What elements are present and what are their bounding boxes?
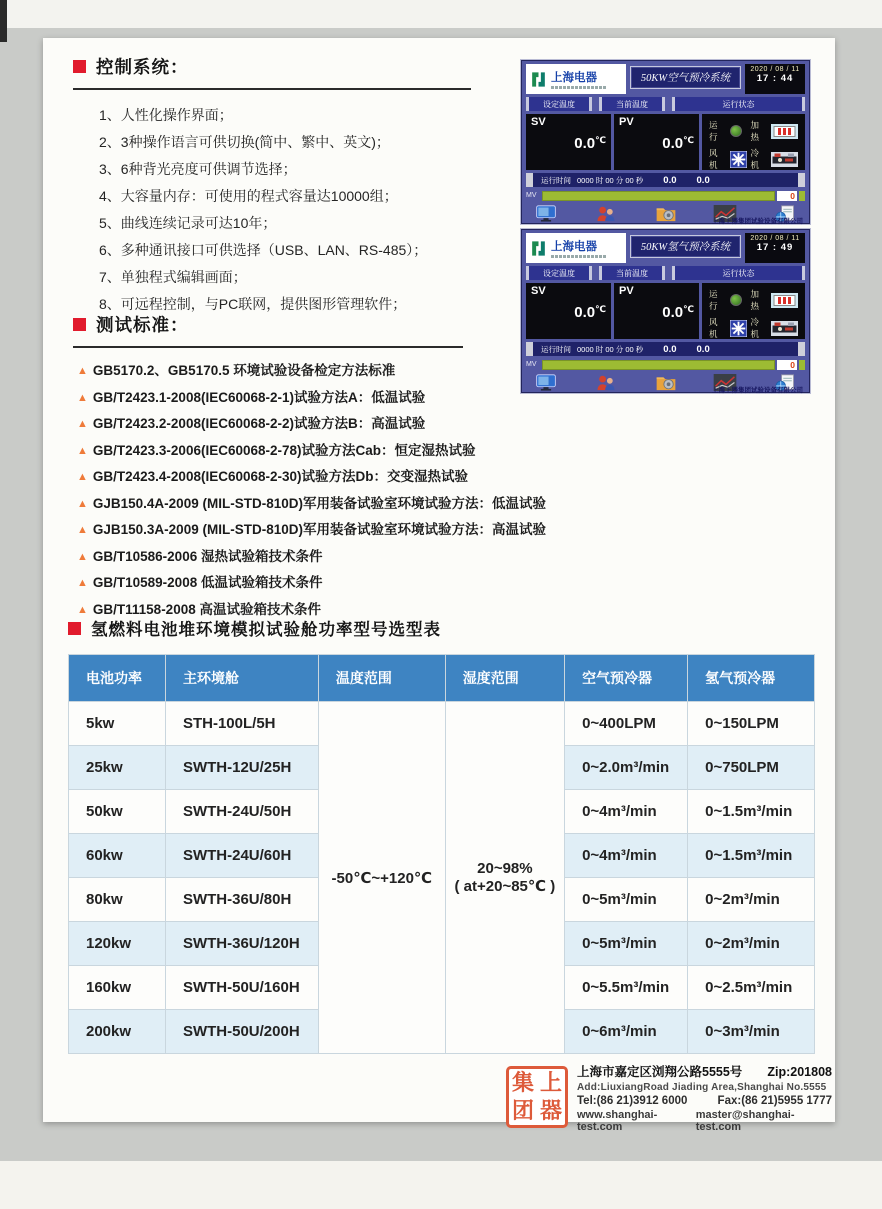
brand-name: 上海电器	[551, 72, 597, 84]
brand-subtext	[551, 255, 607, 258]
address-cn: 上海市嘉定区浏翔公路5555号	[577, 1065, 743, 1079]
list-item: ▲ GB/T10589-2008 低温试验箱技术条件	[77, 575, 323, 590]
test-standards-header	[73, 312, 463, 348]
cell-chamber: SWTH-12U/25H	[165, 746, 318, 790]
cell-air-precooler: 0~5m³/min	[565, 922, 688, 966]
run-led-icon	[730, 294, 742, 306]
sv-label: SV	[531, 285, 546, 297]
list-item: 4、大容量内存：可使用的程式容量达10000组；	[99, 188, 398, 204]
col-header-air-precooler: 空气预冷器	[565, 655, 688, 702]
hmi-time: 17 : 44	[756, 73, 794, 84]
cell-chamber: STH-100L/5H	[165, 702, 318, 746]
triangle-bullet-icon: ▲	[77, 603, 88, 616]
sv-unit: ℃	[595, 304, 606, 314]
run-status-panel	[702, 114, 805, 170]
brand-name: 上海电器	[551, 241, 597, 253]
section-title: 测试标准：	[96, 315, 189, 335]
brand-logo-icon	[529, 239, 548, 258]
model-selection-table	[68, 654, 815, 1054]
cell-chamber: SWTH-36U/120H	[165, 922, 318, 966]
list-item: 3、6种背光亮度可供调节选择；	[99, 161, 297, 177]
hmi-title: 50KW空气预冷系统	[630, 66, 741, 89]
list-item: ▲ GB/T10586-2006 湿热试验箱技术条件	[77, 548, 323, 564]
aux-value-2: 0.0	[696, 343, 710, 355]
address-en: Add:LiuxiangRoad Jiading Area,Shanghai No.5555	[577, 1082, 827, 1093]
triangle-bullet-icon: ▲	[77, 497, 88, 510]
cell-air-precooler: 0~4m³/min	[565, 790, 688, 834]
mv-output-row	[526, 190, 805, 201]
runtime-label: 运行时间	[541, 175, 571, 185]
cell-chamber: SWTH-50U/200H	[165, 1010, 318, 1054]
heat-label: 加热	[750, 120, 760, 142]
cell-chamber: SWTH-50U/160H	[165, 966, 318, 1010]
brand-logo	[526, 233, 626, 263]
hmi-header	[526, 233, 805, 263]
cell-power: 60kw	[69, 834, 166, 878]
tab-set-temperature[interactable]: 设定温度	[526, 266, 592, 280]
col-header-temperature: 温度范围	[318, 655, 445, 702]
contact-footer	[506, 1062, 832, 1133]
email-link[interactable]: master@shanghai-test.com	[695, 1109, 795, 1133]
list-item: ▲ GB/T11158-2008 高温试验箱技术条件	[77, 601, 321, 617]
cell-h2-precooler: 0~750LPM	[688, 746, 815, 790]
tab-current-temperature[interactable]: 当前温度	[599, 97, 665, 111]
pv-value: 0.0	[662, 304, 684, 321]
col-header-chamber: 主环境舱	[165, 655, 318, 702]
control-system-header	[73, 54, 471, 90]
sv-label: SV	[531, 116, 546, 128]
cool-label: 冷机	[750, 148, 760, 170]
list-item: 2、3种操作语言可供切换(简中、繁中、英文)；	[99, 134, 390, 150]
runtime-value: 0000 时 00 分 00 秒	[577, 175, 644, 185]
cell-h2-precooler: 0~1.5m³/min	[688, 834, 815, 878]
tab-run-status[interactable]: 运行状态	[672, 266, 805, 280]
pv-panel	[614, 114, 699, 170]
brand-subtext	[551, 86, 607, 89]
cell-h2-precooler: 0~3m³/min	[688, 1010, 815, 1054]
scan-bottom-margin	[0, 1161, 882, 1209]
table-title: 氢燃料电池堆环境模拟试验舱功率型号选型表	[91, 621, 441, 639]
hmi-tab-bar	[526, 97, 805, 111]
cell-chamber: SWTH-24U/50H	[165, 790, 318, 834]
hmi-time: 17 : 49	[756, 242, 794, 253]
contact-info	[577, 1062, 832, 1133]
fan-label: 风机	[709, 148, 718, 170]
cell-power: 80kw	[69, 878, 166, 922]
cell-air-precooler: 0~2.0m³/min	[565, 746, 688, 790]
tab-set-temperature[interactable]: 设定温度	[526, 97, 592, 111]
standards-list	[77, 358, 818, 623]
pv-unit: ℃	[683, 304, 694, 314]
pv-label: PV	[619, 285, 634, 297]
triangle-bullet-icon: ▲	[77, 391, 88, 404]
aux-value-1: 0.0	[663, 343, 677, 355]
hmi-datetime	[745, 233, 805, 263]
control-system-section	[73, 54, 519, 318]
cool-label: 冷机	[750, 317, 760, 339]
brand-logo-icon	[529, 70, 548, 89]
aux-value-1: 0.0	[663, 174, 677, 186]
cell-power: 200kw	[69, 1010, 166, 1054]
hmi-datetime	[745, 64, 805, 94]
red-square-bullet-icon	[73, 60, 86, 73]
heater-icon	[771, 124, 798, 139]
list-item: ▲ GJB150.3A-2009 (MIL-STD-810D)军用装备试验室环境试验方法：高温试验	[77, 522, 546, 537]
hmi-date: 2020 / 08 / 11	[750, 66, 800, 73]
cell-h2-precooler: 0~150LPM	[688, 702, 815, 746]
test-standards-section	[73, 312, 818, 623]
list-item: ▲ GB/T2423.4-2008(IEC60068-2-30)试验方法Db：交变湿热试验	[77, 469, 469, 484]
hmi-dock	[526, 205, 805, 223]
website-link[interactable]: www.shanghai-test.com	[577, 1109, 658, 1133]
list-item: ▲ GB5170.2、GB5170.5 环境试验设备检定方法标准	[77, 363, 396, 378]
list-item: 6、多种通讯接口可供选择（USB、LAN、RS-485）；	[99, 242, 428, 258]
red-square-bullet-icon	[68, 622, 81, 635]
triangle-bullet-icon: ▲	[77, 444, 88, 457]
scan-edge-mark	[0, 0, 7, 42]
fan-icon	[730, 151, 747, 168]
control-feature-list	[99, 102, 519, 318]
mv-label: MV	[526, 361, 537, 368]
table-row	[69, 702, 815, 746]
col-header-power: 电池功率	[69, 655, 166, 702]
cell-air-precooler: 0~400LPM	[565, 702, 688, 746]
hmi-tab-bar	[526, 266, 805, 280]
fan-label: 风机	[709, 317, 718, 339]
mv-value: 0	[777, 191, 797, 201]
sv-value: 0.0	[574, 304, 596, 321]
cell-air-precooler: 0~5.5m³/min	[565, 966, 688, 1010]
hmi-screenshot-air	[521, 60, 810, 224]
brand-logo	[526, 64, 626, 94]
list-item: 8、可远程控制，与PC联网，提供图形管理软件；	[99, 296, 407, 312]
list-item: ▲ GJB150.4A-2009 (MIL-STD-810D)军用装备试验室环境试验方法：低温试验	[77, 495, 546, 511]
runtime-label: 运行时间	[541, 344, 571, 354]
hmi-header	[526, 64, 805, 94]
chiller-icon	[771, 152, 798, 167]
cell-h2-precooler: 0~2m³/min	[688, 922, 815, 966]
cell-air-precooler: 0~4m³/min	[565, 834, 688, 878]
triangle-bullet-icon: ▲	[77, 524, 88, 536]
zip-code: Zip:201808	[767, 1065, 832, 1079]
cell-h2-precooler: 0~1.5m³/min	[688, 790, 815, 834]
list-item: 5、曲线连续记录可达10年；	[99, 215, 277, 231]
cell-power: 5kw	[69, 702, 166, 746]
triangle-bullet-icon: ▲	[77, 550, 88, 563]
run-label: 运行	[709, 289, 718, 311]
sv-value: 0.0	[574, 135, 596, 152]
brochure-page	[43, 38, 835, 1133]
cell-chamber: SWTH-36U/80H	[165, 878, 318, 922]
cell-power: 50kw	[69, 790, 166, 834]
list-item: ▲ GB/T2423.3-2006(IEC60068-2-78)试验方法Cab：恒定湿热试验	[77, 442, 476, 458]
red-square-bullet-icon	[73, 318, 86, 331]
cell-power: 120kw	[69, 922, 166, 966]
list-item: 7、单独程式编辑画面；	[99, 269, 247, 285]
list-item: ▲ GB/T2423.2-2008(IEC60068-2-2)试验方法B：高温试验	[77, 416, 426, 431]
table-header-row	[69, 655, 815, 702]
pv-value: 0.0	[662, 135, 684, 152]
sv-unit: ℃	[595, 135, 606, 145]
cell-humidity-range: 20~98% ( at+20~85℃ )	[445, 702, 564, 1054]
cell-temperature-range: -50℃~+120℃	[318, 702, 445, 1054]
triangle-bullet-icon: ▲	[77, 577, 88, 589]
section-title: 控制系统：	[96, 57, 189, 77]
tab-run-status[interactable]: 运行状态	[672, 97, 805, 111]
heater-icon	[771, 293, 798, 308]
run-label: 运行	[709, 120, 718, 142]
heat-label: 加热	[750, 289, 760, 311]
list-item: 1、人性化操作界面；	[99, 107, 233, 123]
run-led-icon	[730, 125, 742, 137]
hmi-main-panels	[526, 114, 805, 170]
table-title-row	[68, 616, 815, 640]
scan-top-margin	[0, 0, 882, 28]
mv-progress-bar	[542, 191, 775, 201]
hmi-company-name: 上海上器集团试验设备有限公司	[712, 218, 803, 225]
aux-value-2: 0.0	[696, 174, 710, 186]
cell-air-precooler: 0~6m³/min	[565, 1010, 688, 1054]
hmi-company-name: 上海上器集团试验设备有限公司	[712, 387, 803, 394]
mv-bar-tail	[799, 191, 805, 201]
col-header-humidity: 湿度范围	[445, 655, 564, 702]
pv-label: PV	[619, 116, 634, 128]
hmi-title: 50KW氢气预冷系统	[630, 235, 741, 258]
triangle-bullet-icon: ▲	[77, 365, 88, 377]
cell-h2-precooler: 0~2.5m³/min	[688, 966, 815, 1010]
cell-power: 25kw	[69, 746, 166, 790]
tab-current-temperature[interactable]: 当前温度	[599, 266, 665, 280]
folder-gear-icon[interactable]	[654, 205, 678, 222]
model-selection-section	[68, 616, 815, 1054]
company-seal: 集 上 团 器	[506, 1066, 568, 1128]
runtime-value: 0000 时 00 分 00 秒	[577, 344, 644, 354]
pv-unit: ℃	[683, 135, 694, 145]
triangle-bullet-icon: ▲	[77, 418, 88, 430]
cell-air-precooler: 0~5m³/min	[565, 878, 688, 922]
mv-value: 0	[777, 360, 797, 370]
sv-panel	[526, 114, 611, 170]
cell-power: 160kw	[69, 966, 166, 1010]
runtime-bar	[526, 173, 805, 187]
list-item: ▲ GB/T2423.1-2008(IEC60068-2-1)试验方法A：低温试验	[77, 389, 426, 405]
monitor-icon[interactable]	[534, 205, 558, 222]
triangle-bullet-icon: ▲	[77, 471, 88, 483]
fax: Fax:(86 21)5955 1777	[717, 1095, 832, 1107]
mv-label: MV	[526, 192, 537, 199]
cell-h2-precooler: 0~2m³/min	[688, 878, 815, 922]
cell-chamber: SWTH-24U/60H	[165, 834, 318, 878]
hmi-date: 2020 / 08 / 11	[750, 235, 800, 242]
users-icon[interactable]	[594, 205, 618, 222]
col-header-h2-precooler: 氢气预冷器	[688, 655, 815, 702]
telephone: Tel:(86 21)3912 6000	[577, 1095, 688, 1107]
